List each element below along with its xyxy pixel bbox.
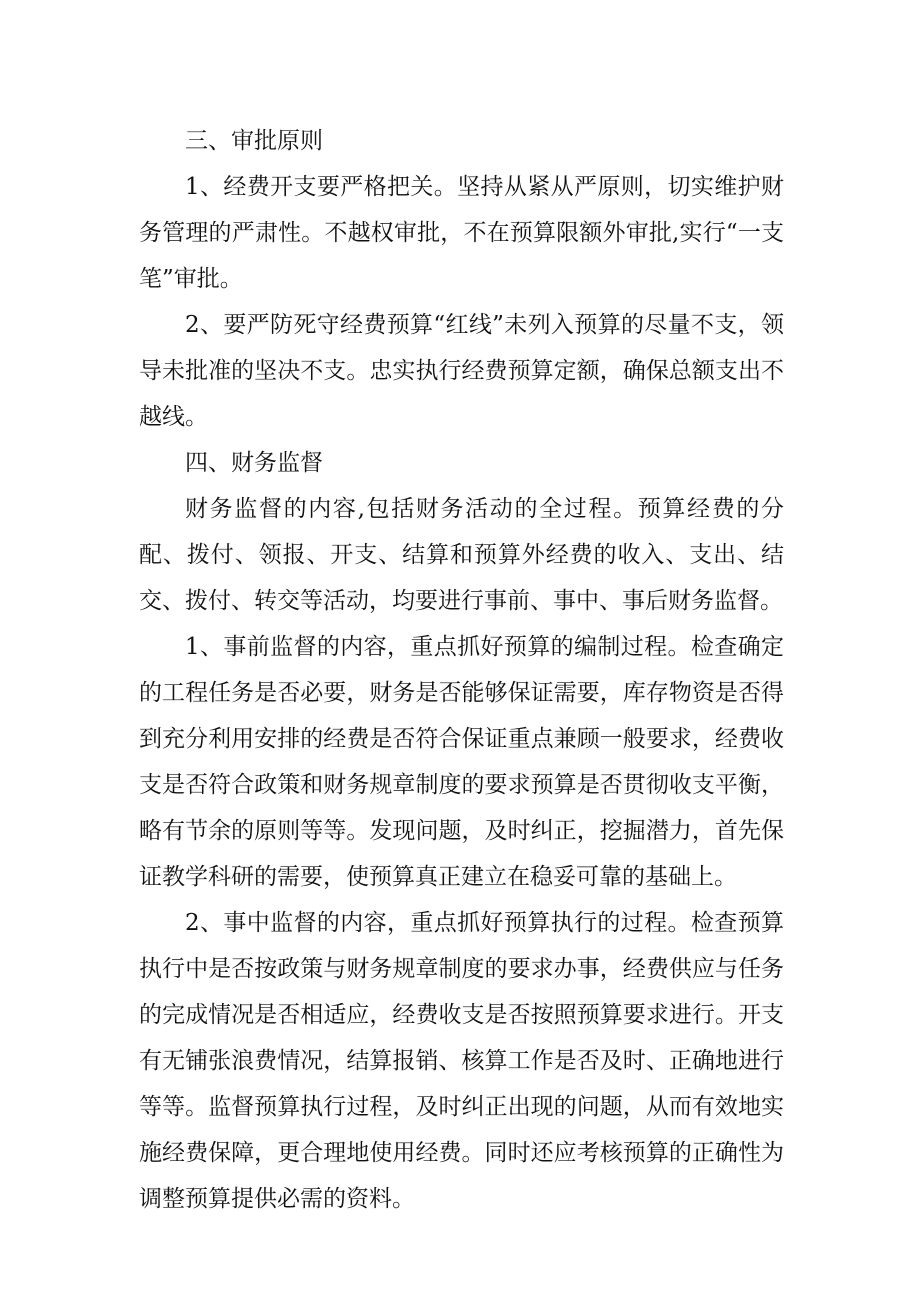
paragraph-approval-2: 2、要严防死守经费预算“红线”未列入预算的尽量不支，领导未批准的坚决不支。忠实执行经费预算定额，确保总额支出不越线。: [139, 312, 784, 430]
paragraph-supervision-intro: 财务监督的内容,包括财务活动的全过程。预算经费的分配、拨付、领报、开支、结算和预算外经费的收入、支出、结交、拨付、转交等活动，均要进行事前、事中、事后财务监督。: [139, 496, 784, 614]
document-page: [139, 118, 784, 1222]
paragraph-approval-1: 1、经费开支要严格把关。坚持从紧从严原则，切实维护财务管理的严肃性。不越权审批，不在预算限额外审批,实行“一支笔”审批。: [139, 174, 784, 292]
section-heading-approval: 三、审批原则: [185, 128, 323, 154]
paragraph-supervision-during: 2、事中监督的内容，重点抓好预算执行的过程。检查预算执行中是否按政策与财务规章制度的要求办事，经费供应与任务的完成情况是否相适应，经费收支是否按照预算要求进行。开支有无铺张浪费情况，结算报销、核算工作是否及时、正确地进行等等。监督预算执行过程，及时纠正出现的问题，从而有效地实施经费保障，更合理地使用经费。同时还应考核预算的正确性为调整预算提供必需的资料。: [139, 910, 784, 1212]
paragraph-supervision-before: 1、事前监督的内容，重点抓好预算的编制过程。检查确定的工程任务是否必要，财务是否能够保证需要，库存物资是否得到充分利用安排的经费是否符合保证重点兼顾一般要求，经费收支是否符合政策和财务规章制度的要求预算是否贯彻收支平衡，略有节余的原则等等。发现问题，及时纠正，挖掘潜力，首先保证教学科研的需要，使预算真正建立在稳妥可靠的基础上。: [139, 634, 784, 890]
section-heading-supervision: 四、财务监督: [185, 450, 323, 476]
